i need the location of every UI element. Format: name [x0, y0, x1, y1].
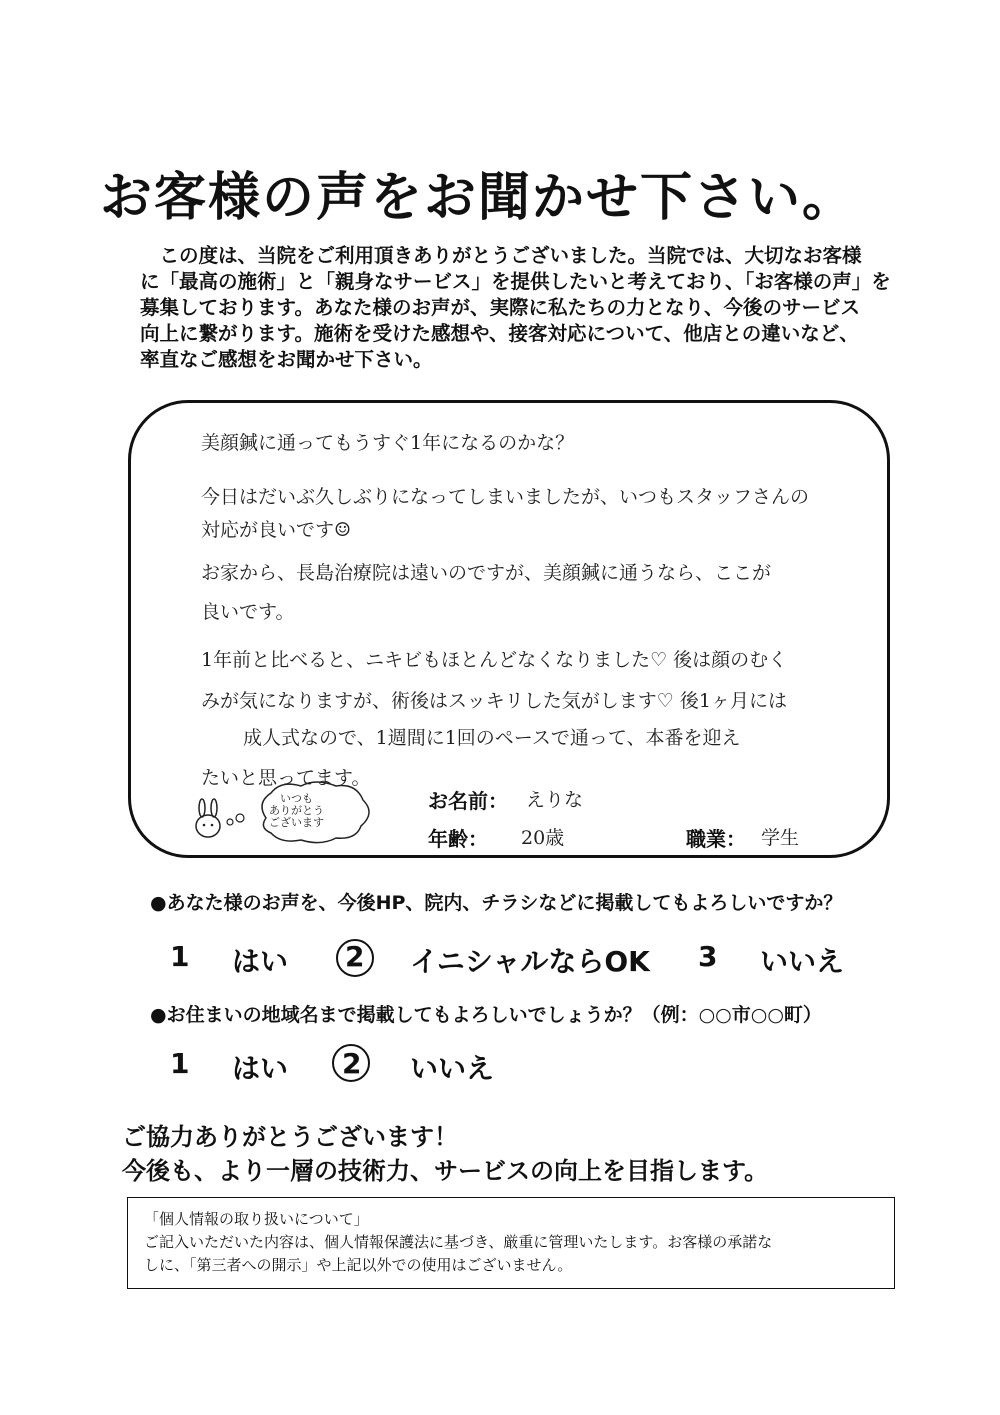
intro-line: 募集しております。あなた様のお声が、実際に私たちの力となり、今後のサービス	[140, 296, 860, 319]
privacy-heading: 「個人情報の取り扱いについて」	[144, 1210, 369, 1228]
comment-line: 良いです。	[201, 601, 295, 623]
job-label: 職業：	[686, 827, 746, 851]
job-value: 学生	[761, 827, 800, 849]
q2-option-2-label[interactable]: いいえ	[410, 1052, 495, 1085]
q1-option-2-num[interactable]: 2	[345, 940, 365, 973]
intro-line: 向上に繋がります。施術を受けた感想や、接客対応について、他店との違いなど、	[140, 322, 859, 345]
doodle-text-line: いつも	[280, 792, 313, 805]
q1-option-2-label[interactable]: イニシャルならOK	[410, 945, 650, 978]
q1-option-1-num[interactable]: 1	[170, 940, 190, 973]
comment-line: お家から、長島治療院は遠いのですが、美顔鍼に通うなら、ここが	[201, 562, 772, 584]
comment-line: 1年前と比べると、ニキビもほとんどなくなりました♡ 後は顔のむく	[201, 649, 788, 671]
intro-line: に「最高の施術」と「親身なサービス」を提供したいと考えており、「お客様の声」を	[140, 270, 891, 293]
age-label: 年齢：	[428, 827, 488, 851]
comment-line: 成人式なので、1週間に1回のペースで通って、本番を迎え	[243, 727, 741, 749]
comment-box	[128, 400, 890, 858]
comment-line: 対応が良いです☺	[201, 519, 352, 541]
q1-option-3-num[interactable]: 3	[698, 940, 718, 973]
age-value: 20歳	[521, 827, 565, 849]
privacy-text: しに、「第三者への開示」や上記以外での使用はございません。	[144, 1256, 573, 1274]
q1-option-1-label[interactable]: はい	[232, 945, 289, 978]
comment-line: たいと思ってます。	[201, 767, 371, 789]
q2-option-1-label[interactable]: はい	[232, 1052, 289, 1085]
page-title: お客様の声をお聞かせ下さい。	[100, 168, 857, 228]
name-value: えりな	[526, 789, 584, 811]
privacy-notice	[127, 1197, 895, 1289]
intro-paragraph	[140, 243, 891, 373]
q2-option-2-num[interactable]: 2	[342, 1047, 362, 1080]
comment-line: 今日はだいぶ久しぶりになってしまいましたが、いつもスタッフさんの	[201, 486, 810, 508]
doodle-text-line: ございます	[269, 816, 324, 829]
thanks-line: 今後も、より一層の技術力、サービスの向上を目指します。	[122, 1157, 769, 1185]
thanks-line: ご協力ありがとうございます！	[122, 1123, 458, 1151]
comment-line: みが気になりますが、術後はスッキリした気がします♡ 後1ヶ月には	[201, 690, 787, 712]
doodle-message	[269, 793, 324, 829]
question-area: ●お住まいの地域名まで掲載してもよろしいでしょうか？（例：○○市○○町）	[150, 1004, 822, 1026]
q2-option-1-num[interactable]: 1	[170, 1047, 190, 1080]
name-label: お名前：	[428, 789, 508, 813]
rabbit-doodle-icon	[186, 798, 261, 843]
question-publish: ●あなた様のお声を、今後HP、院内、チラシなどに掲載してもよろしいですか？	[150, 892, 843, 914]
intro-line: この度は、当院をご利用頂きありがとうございました。当院では、大切なお客様	[140, 244, 862, 267]
comment-line: 美顔鍼に通ってもうすぐ1年になるのかな？	[201, 432, 575, 454]
q1-option-3-label[interactable]: いいえ	[760, 945, 845, 978]
privacy-text: ご記入いただいた内容は、個人情報保護法に基づき、厳重に管理いたします。お客様の承諾な	[144, 1233, 773, 1251]
doodle-text-line: ありがとう	[269, 804, 324, 817]
intro-line: 率直なご感想をお聞かせ下さい。	[140, 348, 433, 371]
